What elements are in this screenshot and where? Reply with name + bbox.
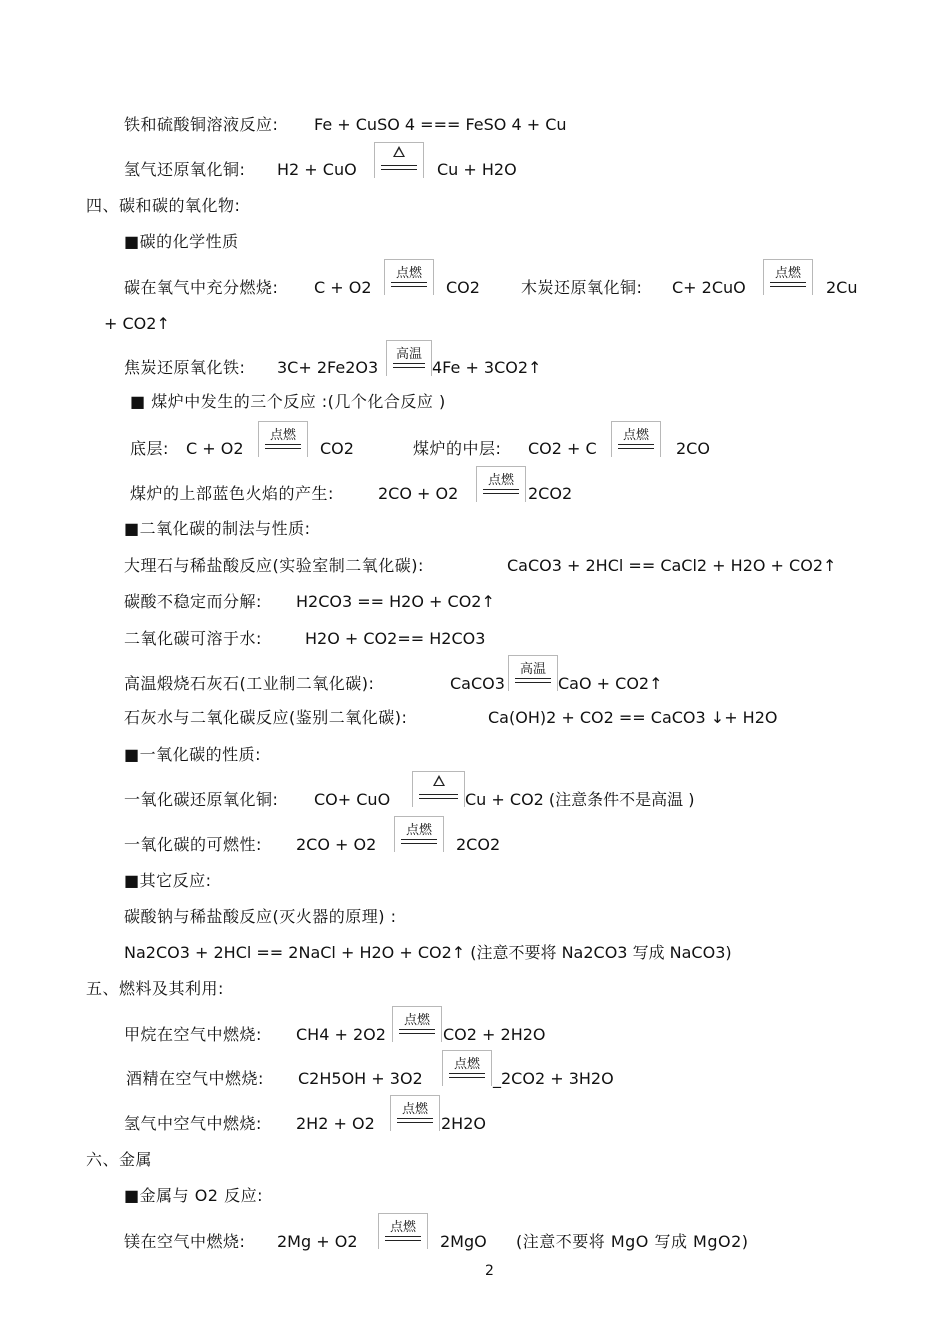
label-caco3-hcl: 大理石与稀盐酸反应(实验室制二氧化碳): bbox=[124, 556, 424, 575]
label-limewater: 石灰水与二氧化碳反应(鉴别二氧化碳): bbox=[124, 708, 408, 727]
carbon-chem-heading: ■碳的化学性质 bbox=[124, 232, 239, 251]
co-heading: ■一氧化碳的性质: bbox=[124, 745, 262, 764]
condition-ignite-box: 点燃 bbox=[763, 259, 813, 295]
condition-high-temp-box: 高温 bbox=[386, 340, 432, 376]
other-heading: ■其它反应: bbox=[124, 871, 212, 890]
eq-c-cuo-rhs: 2Cu bbox=[826, 278, 858, 297]
eq-top-rhs: 2CO2 bbox=[528, 484, 573, 503]
heat-triangle-icon bbox=[393, 146, 405, 157]
eq-c-cuo-rhs2: + CO2↑ bbox=[104, 314, 170, 333]
page-number: 2 bbox=[485, 1263, 494, 1279]
condition-ignite-box: 点燃 bbox=[442, 1050, 492, 1086]
eq-middle-rhs: 2CO bbox=[676, 439, 710, 458]
label-top: 煤炉的上部蓝色火焰的产生: bbox=[130, 484, 334, 503]
condition-heat-box bbox=[412, 771, 465, 807]
eq-h2-burn-lhs: 2H2 + O2 bbox=[296, 1114, 375, 1133]
eq-c-fe2o3-lhs: 3C+ 2Fe2O3 bbox=[277, 358, 379, 377]
eq-h2-burn-rhs: 2H2O bbox=[441, 1114, 486, 1133]
condition-ignite-box: 点燃 bbox=[390, 1095, 440, 1131]
eq-c-cuo-lhs: C+ 2CuO bbox=[672, 278, 746, 297]
eq-mg-note: (注意不要将 MgO 写成 MgO2) bbox=[516, 1232, 749, 1251]
eq-ethanol-rhs: _2CO2 + 3H2O bbox=[493, 1069, 614, 1088]
label-co2-water: 二氧化碳可溶于水: bbox=[124, 629, 262, 648]
condition-heat-box bbox=[374, 142, 424, 178]
label-fe-cuso4: 铁和硫酸铜溶液反应: bbox=[124, 115, 279, 134]
label-middle: 煤炉的中层: bbox=[413, 439, 502, 458]
label-ethanol: 酒精在空气中燃烧: bbox=[126, 1069, 264, 1088]
condition-ignite-box: 点燃 bbox=[384, 259, 434, 295]
eq-h2co3: H2CO3 == H2O + CO2↑ bbox=[296, 592, 495, 611]
label-h2-burn: 氢气中空气中燃烧: bbox=[124, 1114, 262, 1133]
label-c-o2: 碳在氧气中充分燃烧: bbox=[124, 278, 279, 297]
eq-co2-water: H2O + CO2== H2CO3 bbox=[305, 629, 486, 648]
eq-co-burn-lhs: 2CO + O2 bbox=[296, 835, 377, 854]
eq-top-lhs: 2CO + O2 bbox=[378, 484, 459, 503]
eq-bottom-rhs: CO2 bbox=[320, 439, 354, 458]
eq-limewater: Ca(OH)2 + CO2 == CaCO3 ↓+ H2O bbox=[488, 708, 778, 727]
label-na2co3: 碳酸钠与稀盐酸反应(灭火器的原理) : bbox=[124, 907, 397, 926]
condition-ignite-box: 点燃 bbox=[394, 816, 444, 852]
eq-fe-cuso4: Fe + CuSO 4 === FeSO 4 + Cu bbox=[314, 115, 567, 134]
condition-ignite-box: 点燃 bbox=[258, 421, 308, 457]
eq-mg-rhs: 2MgO bbox=[440, 1232, 487, 1251]
eq-caco3-heat-rhs: CaO + CO2↑ bbox=[558, 674, 663, 693]
metal-o2-heading: ■金属与 O2 反应: bbox=[124, 1186, 263, 1205]
condition-ignite-box: 点燃 bbox=[392, 1006, 442, 1042]
eq-mg-lhs: 2Mg + O2 bbox=[277, 1232, 358, 1251]
condition-high-temp-box: 高温 bbox=[508, 655, 558, 691]
eq-co-cuo-rhs: Cu + CO2 (注意条件不是高温 ) bbox=[465, 790, 695, 809]
furnace-heading: ■ 煤炉中发生的三个反应 :(几个化合反应 ) bbox=[130, 392, 446, 411]
eq-c-fe2o3-rhs: 4Fe + 3CO2↑ bbox=[432, 358, 542, 377]
eq-c-o2-rhs: CO2 bbox=[446, 278, 480, 297]
label-bottom: 底层: bbox=[130, 439, 169, 458]
section4-title: 四、碳和碳的氧化物: bbox=[86, 196, 241, 215]
eq-ch4-rhs: CO2 + 2H2O bbox=[443, 1025, 546, 1044]
label-co-cuo: 一氧化碳还原氧化铜: bbox=[124, 790, 279, 809]
section6-title: 六、金属 bbox=[86, 1150, 153, 1169]
eq-ethanol-lhs: C2H5OH + 3O2 bbox=[298, 1069, 423, 1088]
eq-co-cuo-lhs: CO+ CuO bbox=[314, 790, 391, 809]
label-mg: 镁在空气中燃烧: bbox=[124, 1232, 246, 1251]
eq-na2co3: Na2CO3 + 2HCl == 2NaCl + H2O + CO2↑ (注意不要将 Na2CO3 写成 NaCO3) bbox=[124, 943, 732, 962]
label-h2-cuo: 氢气还原氧化铜: bbox=[124, 160, 246, 179]
eq-c-o2-lhs: C + O2 bbox=[314, 278, 372, 297]
condition-ignite-box: 点燃 bbox=[611, 421, 661, 457]
eq-ch4-lhs: CH4 + 2O2 bbox=[296, 1025, 386, 1044]
eq-bottom-lhs: C + O2 bbox=[186, 439, 244, 458]
label-c-fe2o3: 焦炭还原氧化铁: bbox=[124, 358, 246, 377]
condition-ignite-box: 点燃 bbox=[476, 466, 526, 502]
label-h2co3: 碳酸不稳定而分解: bbox=[124, 592, 262, 611]
eq-co-burn-rhs: 2CO2 bbox=[456, 835, 501, 854]
eq-h2-cuo-lhs: H2 + CuO bbox=[277, 160, 357, 179]
eq-middle-lhs: CO2 + C bbox=[528, 439, 597, 458]
eq-caco3-hcl: CaCO3 + 2HCl == CaCl2 + H2O + CO2↑ bbox=[507, 556, 837, 575]
eq-h2-cuo-rhs: Cu + H2O bbox=[437, 160, 517, 179]
co2-heading: ■二氧化碳的制法与性质: bbox=[124, 519, 311, 538]
condition-ignite-box: 点燃 bbox=[378, 1213, 428, 1249]
section5-title: 五、燃料及其利用: bbox=[86, 979, 224, 998]
label-ch4: 甲烷在空气中燃烧: bbox=[124, 1025, 262, 1044]
label-c-cuo: 木炭还原氧化铜: bbox=[521, 278, 643, 297]
label-co-burn: 一氧化碳的可燃性: bbox=[124, 835, 262, 854]
eq-caco3-heat-lhs: CaCO3 bbox=[450, 674, 505, 693]
heat-triangle-icon bbox=[433, 775, 445, 786]
label-caco3-heat: 高温煅烧石灰石(工业制二氧化碳): bbox=[124, 674, 375, 693]
